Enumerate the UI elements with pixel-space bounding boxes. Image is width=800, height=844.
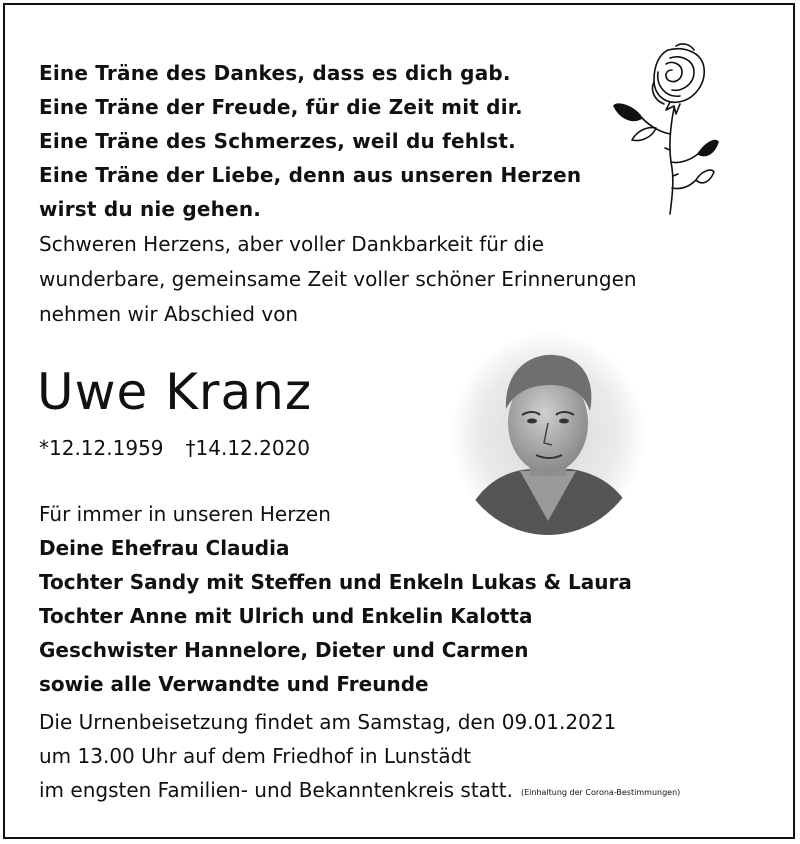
deceased-name: Uwe Kranz [37,363,313,421]
funeral-line: Die Urnenbeisetzung findet am Samstag, den 09.01.2021 [39,710,617,734]
poem [39,56,581,226]
funeral-line-last [39,773,680,810]
family-intro: Für immer in unseren Herzen [39,502,331,526]
intro-line: nehmen wir Abschied von [39,302,299,326]
rose-icon [610,38,720,216]
life-dates [39,434,310,462]
family-line: Tochter Anne mit Ulrich und Enkelin Kalotta [39,604,533,628]
intro-text [39,227,637,332]
intro-line: Schweren Herzens, aber voller Dankbarkeit für die [39,232,545,256]
family-line: sowie alle Verwandte und Freunde [39,672,429,696]
funeral-info [39,705,680,810]
birth-date: *12.12.1959 [39,436,164,460]
family-line: Deine Ehefrau Claudia [39,536,290,560]
poem-line: wirst du nie gehen. [39,197,262,221]
funeral-line: im engsten Familien- und Bekanntenkreis statt. [39,778,513,802]
intro-line: wunderbare, gemeinsame Zeit voller schöner Erinnerungen [39,267,637,291]
poem-line: Eine Träne der Liebe, denn aus unseren Herzen [39,163,582,187]
death-date: †14.12.2020 [185,436,311,460]
family-list [39,531,632,701]
corona-note: (Einhaltung der Corona-Bestimmungen) [520,788,681,797]
poem-line: Eine Träne des Dankes, dass es dich gab. [39,61,511,85]
portrait-photo [450,331,646,537]
poem-line: Eine Träne des Schmerzes, weil du fehlst. [39,129,516,153]
funeral-line: um 13.00 Uhr auf dem Friedhof in Lunstädt [39,744,472,768]
family-line: Tochter Sandy mit Steffen und Enkeln Lukas & Laura [39,570,632,594]
family-line: Geschwister Hannelore, Dieter und Carmen [39,638,529,662]
poem-line: Eine Träne der Freude, für die Zeit mit dir. [39,95,523,119]
